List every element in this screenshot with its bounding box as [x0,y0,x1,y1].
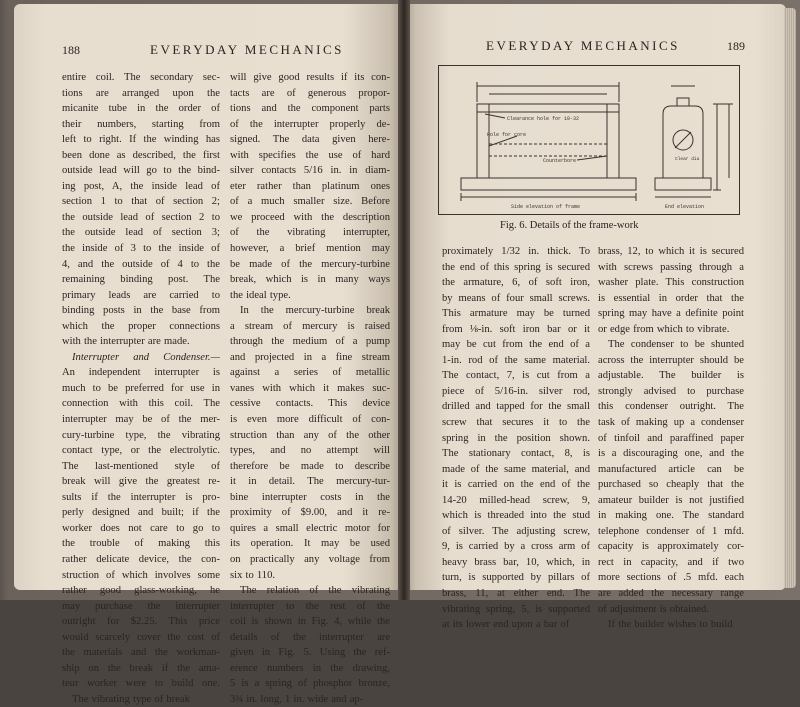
text-line: of silver. The adjusting screw, [442,525,590,537]
text-line: the outside lead of section 2 to [62,211,220,223]
text-line: would scarcely cover the cost of [62,631,220,643]
text-line: the ideal type. [230,289,291,301]
text-line: interrupter may be of the mer- [62,414,220,426]
text-line: The stationary contact, 8, is [442,448,590,460]
frame-work-diagram [439,66,739,214]
left-column-2 [230,70,390,707]
text-line: is a discouraging one, and the [598,448,744,460]
book-gutter [398,0,410,600]
text-line: The last-mentioned style of [62,460,220,472]
text-line: vanes with which it makes suc- [230,382,390,394]
text-line: 14-20 milled-head screw, 9, [442,494,590,506]
text-line: it is carried on the end of the [442,479,590,491]
text-line: break will give the greatest re- [62,476,220,488]
text-line: heavy brass bar, 10, which, in [442,556,590,568]
text-line: ing post, A, the inside lead of [62,180,220,192]
end-base [655,178,711,190]
text-line: silver contacts 5/16 in. in diam- [230,165,390,177]
text-line: of tinfoil and paraffined paper [598,432,744,444]
text-line: left to right. If the winding has [62,134,220,146]
text-line: the inside of 3 to the inside of [62,243,220,255]
text-line: brass, 11, at either end. The [442,588,590,600]
text-line: drilled and tapped for the small [442,401,590,413]
text-line: details of the interrupter are [230,631,390,643]
label-clear-dia: Clear dia [675,157,700,162]
figure-frame-drawing [438,65,740,215]
text-line: interrupter to the rest of the [230,600,390,612]
text-line: six to 110. [230,569,276,581]
text-line: 9, is carried by a cross arm of [442,541,590,553]
text-line: 1-in. rod of the same material. [442,354,590,366]
text-line: spring may have a definite point [598,308,744,320]
text-line: outright for $2.25. This price [62,616,220,628]
text-line: outside lead will go to the bind- [62,165,220,177]
text-line: manufactured article can be [598,463,744,475]
text-line: entire coil. The secondary sec- [62,72,220,83]
text-line: proximity of $9.00, and it re- [230,507,390,519]
text-line: brass, 12, to which it is secured [598,246,744,257]
text-line: eter rather than platinum ones [230,180,390,192]
text-line: strongly advised to purchase [598,385,744,397]
text-line: its operation. It may be used [230,538,390,550]
text-line: through the medium of a pump [230,336,390,348]
text-line: will give good results if its con- [230,72,390,83]
text-line: with specifies the use of hard [230,149,390,161]
text-line: In the mercury-turbine break [240,305,390,317]
text-line: at its lower end upon a bar of [442,619,570,631]
text-line: types, and no attempt will [230,445,390,457]
text-line: is essential in order that the [598,292,744,304]
text-line: bine interrupter costs in the [230,491,390,503]
text-line: signed. The data given here- [230,134,390,146]
side-right-upright [607,104,619,178]
text-line: micanite tube in the order of [62,103,220,115]
right-column-1 [442,244,590,633]
text-line: tions are arranged upon the [62,87,220,99]
text-line: struction of which involves some [62,569,220,581]
text-line: the materials and the workman- [62,647,220,659]
text-line: erence numbers in the drawing, [230,662,390,674]
text-line: perly designed and built; if the [62,507,220,519]
text-line: screw that secures it to the [442,417,590,429]
text-line: a stream of mercury is raised [230,320,390,332]
text-line: The condenser to be shunted [608,339,744,351]
text-line: An independent interrupter is [62,367,220,379]
label-hole-core: Hole for core [487,132,527,138]
text-line: Interrupter and Condenser.— [72,351,220,363]
text-line: amateur builder is not justified [598,494,744,506]
text-line: This armature may be turned [442,308,590,320]
text-line: much to be preferred for use in [62,382,220,394]
text-line: 4, and the outside of 4 to the [62,258,220,270]
text-line: coil is shown in Fig. 4, while the [230,616,390,628]
text-line: tions and the component parts [230,103,390,115]
text-line: on practically any voltage from [230,553,390,565]
text-line: struction than any of the other [230,429,390,441]
text-line: be made of the mercury-turbine [230,258,390,270]
text-line: or edge from which to vibrate. [598,323,730,335]
text-line: connection with this coil. The [62,398,220,410]
text-line: cury-turbine type, the vibrating [62,429,220,441]
text-line: made of the same material, and [442,463,590,475]
side-top-bar [477,104,619,112]
text-line: The relation of the vibrating [240,585,390,597]
text-line: the outside lead of section 3; [62,227,220,239]
text-line: binding posts in the base from [62,305,220,317]
figure-caption: Fig. 6. Details of the frame-work [500,220,639,231]
text-line: cessive contacts. This device [230,398,390,410]
text-line: section 1 to that of section 2; [62,196,220,208]
text-line: teur worker were to build one. [62,678,220,690]
text-line: from ⅛-in. soft iron bar or it [442,323,590,335]
text-line: we proceed with the description [230,211,390,223]
text-line: turn, is supported by pillars of [442,572,590,584]
text-line: of the vibrating interrupter, [230,227,390,239]
text-line: by means of four small screws. [442,292,590,304]
left-page-number: 188 [62,43,80,57]
text-line: rather delicate device, the con- [62,553,220,565]
text-line: primary leads are carried to [62,289,220,301]
text-line: task of making up a condenser [598,417,744,429]
side-left-upright [477,104,489,178]
text-line: vibrating spring, 5, is supported [442,603,590,615]
end-upright [663,106,703,178]
text-line: The vibrating type of break [72,693,190,705]
left-running-head: EVERYDAY MECHANICS [150,42,344,57]
label-side-elevation: Side elevation of frame [511,204,581,210]
side-base [461,178,636,190]
text-line: worker does not care to go to [62,522,220,534]
right-running-head: EVERYDAY MECHANICS [486,38,680,53]
text-line: remaining binding post. The [62,274,220,286]
text-line: adjustable. The builder is [598,370,744,382]
page-edges [784,8,796,588]
right-column-2 [598,244,744,633]
text-line: may be cut from the end of a [442,339,590,351]
text-line: however, a brief mention may [230,243,390,255]
label-clearance: Clearance hole for 10-32 [507,116,580,122]
text-line: against a series of metallic [230,367,390,379]
right-page-number: 189 [727,39,745,53]
text-line: are added the necessary range [598,588,744,600]
text-line: this condenser outright. The [598,401,744,413]
text-line: quires a small electric motor for [230,522,390,534]
text-line: If the builder wishes to build [608,619,733,631]
text-line: contact type, or the electrolytic. [62,445,220,457]
text-line: capacity is approximately cor- [598,541,744,553]
text-line: of adjustment is obtained. [598,603,709,615]
text-line: been done as described, the first [62,149,220,161]
text-line: The contact, 7, is cut from a [442,370,590,382]
text-line: in making one. The standard [598,510,744,522]
text-line: spring in the position shown. [442,432,590,444]
left-column-1 [62,70,220,707]
text-line: rect in capacity, and if two [598,556,744,568]
text-line: with the interrupter are made. [62,336,190,348]
text-line: may purchase the interrupter [62,600,220,612]
text-line: break, which is in many ways [230,274,390,286]
text-line: sults if the interrupter is pro- [62,491,220,503]
text-line: telephone condenser of 1 mfd. [598,525,744,537]
text-line: 5 is a spring of phosphor bronze, [230,678,390,690]
text-line: of the interrupter properly de- [230,118,390,130]
text-line: their numbers, starting from [62,118,220,130]
text-line: is even more difficult of con- [230,414,390,426]
text-line: washer plate. This construction [598,277,744,289]
text-line: purchased so cheaply that the [598,479,744,491]
text-line: the end of this spring is secured [442,261,590,273]
text-line: across the interrupter should be [598,354,744,366]
text-line: given in Fig. 5. Using the ref- [230,647,390,659]
text-line: the armature, 6, of soft iron, [442,277,590,289]
text-line: therefore be made to describe [230,460,390,472]
text-line: with screws passing through a [598,261,744,273]
text-line: of a much smaller size. Before [230,196,390,208]
text-line: tacts are of generous propor- [230,87,390,99]
text-line: ship on the break if the ama- [62,662,220,674]
text-line: piece of 5/16-in. silver rod, [442,385,590,397]
text-line: it in detail. The mercury-tur- [230,476,390,488]
text-line: 3¾ in. long, 1 in. wide and ap- [230,693,364,705]
label-end-elevation: End elevation [665,204,705,210]
label-counterbore: Counterbore [543,158,577,164]
text-line: proximately 1/32 in. thick. To [442,246,590,257]
text-line: which the proper connections [62,320,220,332]
text-line: and projected in a fine stream [230,351,390,363]
text-line: more sections of .5 mfd. each [598,572,744,584]
text-line: rather good glass-working, he [62,585,220,597]
text-line: the trouble of making this [62,538,220,550]
text-line: which is threaded into the stud [442,510,590,522]
